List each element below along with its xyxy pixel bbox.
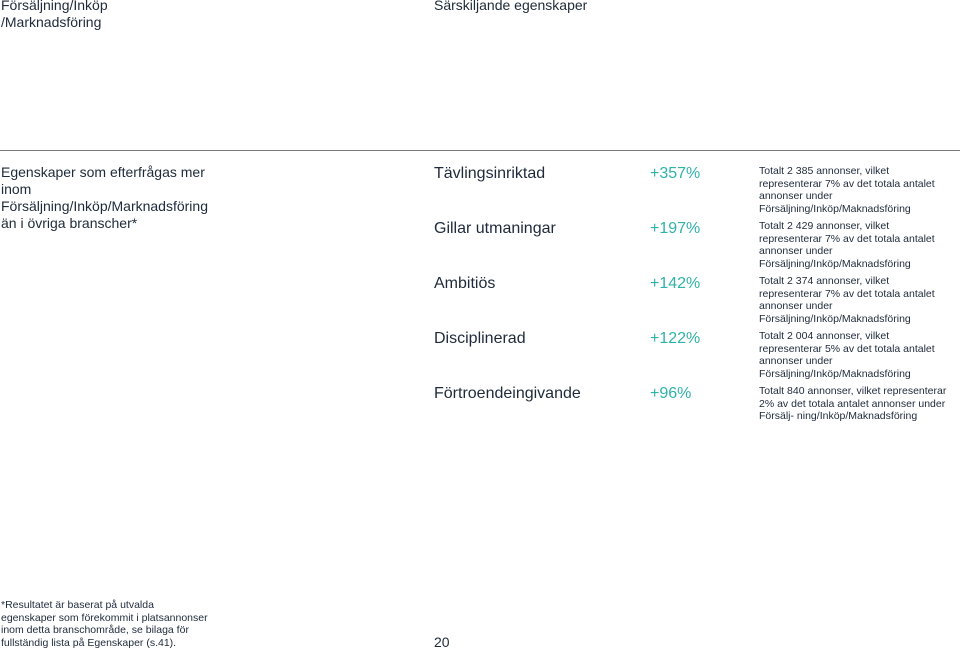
footnote: *Resultatet är baserat på utvalda egenskaper som förekommit i platsannonser inom detta branschområde, se bilaga för fullständig lista på Egenskaper (s.41). xyxy=(1,599,208,649)
trait-percent: +96% xyxy=(650,385,692,402)
trait-percent: +197% xyxy=(650,220,701,237)
trait-description: Totalt 2 385 annonser, vilket representerar 7% av det totala antalet annonser under Försäljning/Inköp/Maknadsföring xyxy=(759,165,935,215)
trait-description: Totalt 2 374 annonser, vilket representerar 7% av det totala antalet annonser under Försäljning/Inköp/Maknadsföring xyxy=(759,275,935,325)
trait-description: Totalt 840 annonser, vilket representerar 2% av det totala antalet annonser under Försälj- ning/Inköp/Maknadsföring xyxy=(759,385,947,422)
trait-label: Gillar utmaningar xyxy=(434,220,556,237)
trait-label: Disciplinerad xyxy=(434,330,526,347)
trait-label: Förtroendeingivande xyxy=(434,385,581,402)
trait-description: Totalt 2 004 annonser, vilket representerar 5% av det totala antalet annonser under Försäljning/Inköp/Maknadsföring xyxy=(759,330,935,380)
trait-description: Totalt 2 429 annonser, vilket representerar 7% av det totala antalet annonser under Försäljning/Inköp/Maknadsföring xyxy=(759,220,935,270)
section-title-right: Särskiljande egenskaper xyxy=(434,0,588,13)
intro-text: Egenskaper som efterfrågas mer inom Försäljning/Inköp/Marknadsföring än i övriga branscher* xyxy=(1,164,208,231)
trait-row-3 xyxy=(0,274,960,324)
trait-percent: +122% xyxy=(650,330,701,347)
trait-row-4 xyxy=(0,329,960,379)
trait-label: Tävlingsinriktad xyxy=(434,165,546,182)
trait-percent: +142% xyxy=(650,275,701,292)
trait-label: Ambitiös xyxy=(434,275,496,292)
trait-percent: +357% xyxy=(650,165,701,182)
horizontal-divider xyxy=(0,150,960,151)
section-title-left: Försäljning/Inköp /Marknadsföring xyxy=(1,0,108,30)
page-number: 20 xyxy=(434,634,450,650)
trait-row-5 xyxy=(0,384,960,434)
trait-row-2 xyxy=(0,219,960,269)
trait-row-1 xyxy=(0,164,960,214)
